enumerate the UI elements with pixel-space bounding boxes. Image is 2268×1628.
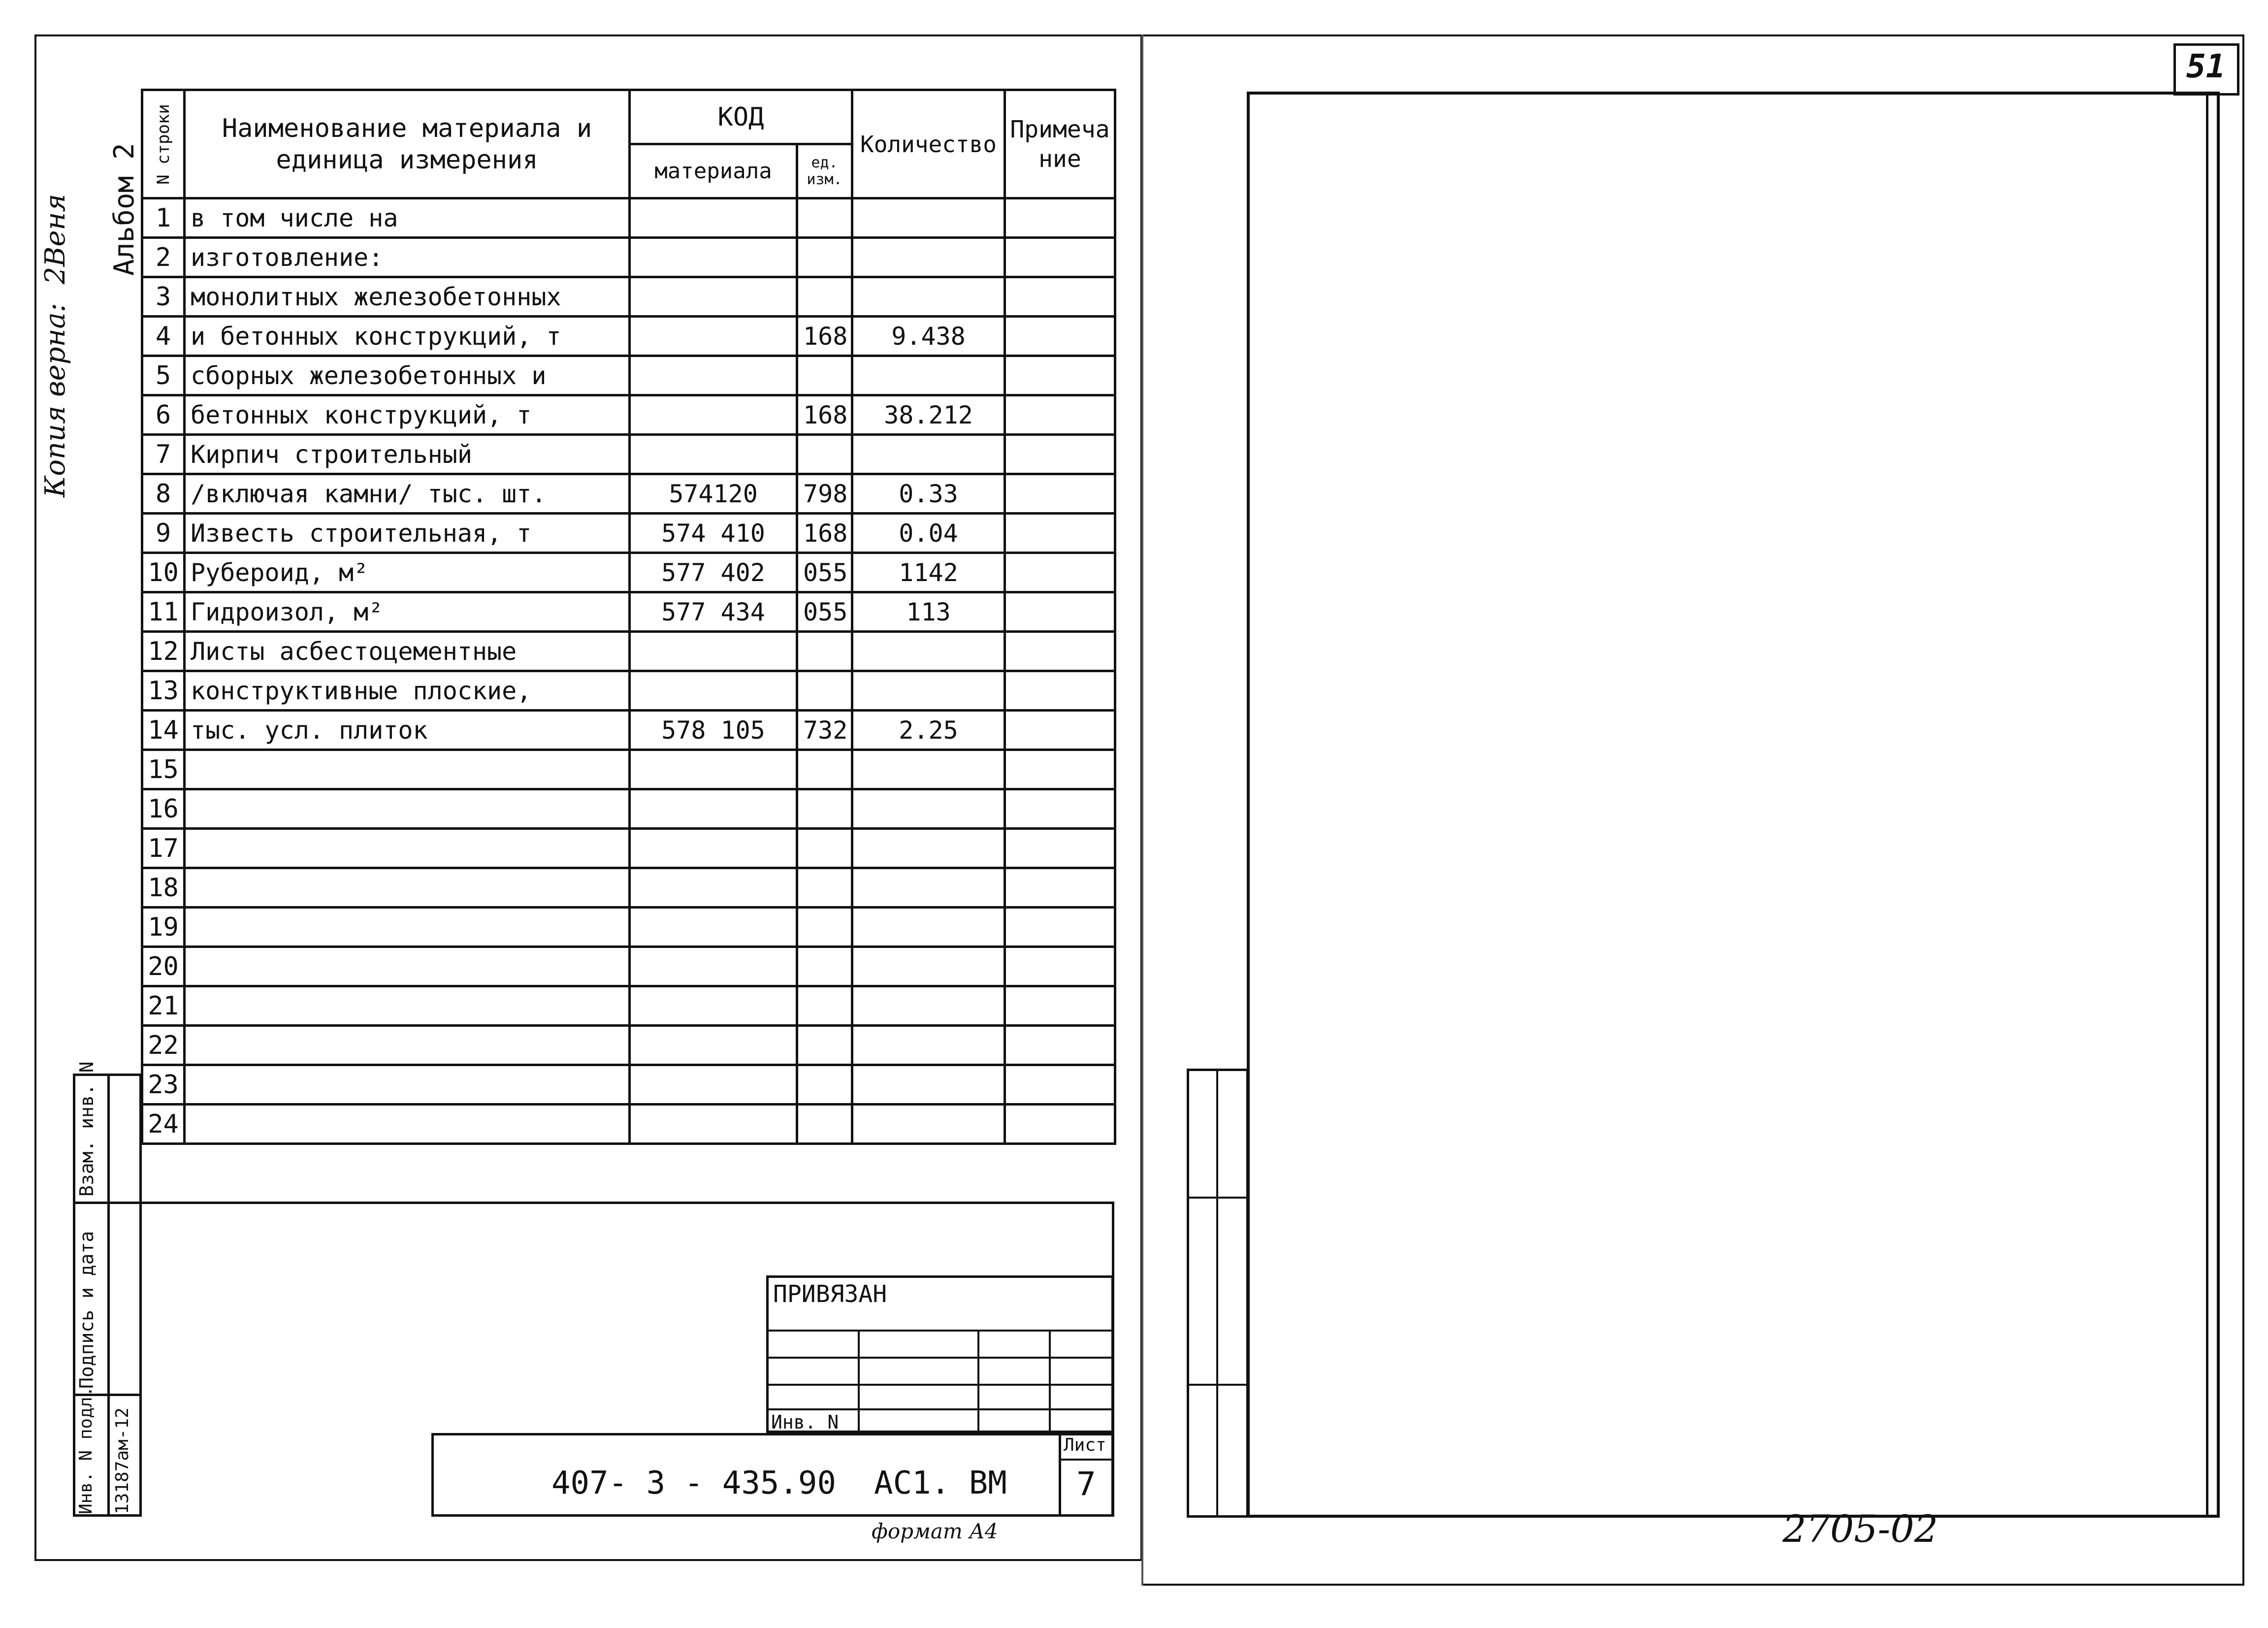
signature: 2Веня [39, 194, 71, 285]
row-number-cell: 21 [142, 986, 185, 1026]
right-sheet-code: 2705-02 [1782, 1507, 1938, 1551]
table-row [142, 632, 1115, 671]
material-name-cell: изготовление: [185, 238, 630, 277]
unit-code-cell [797, 750, 852, 789]
material-name-cell: и бетонных конструкций, т [185, 317, 630, 356]
table-row [142, 435, 1115, 474]
quantity-cell [852, 1026, 1005, 1065]
table-row [142, 238, 1115, 277]
table-row [142, 908, 1115, 947]
table-row [142, 474, 1115, 514]
quantity-cell: 9.438 [852, 317, 1005, 356]
note-cell [1005, 947, 1115, 986]
unit-code-header: ед. изм. [797, 144, 852, 198]
note-cell [1005, 868, 1115, 908]
table-row [142, 986, 1115, 1026]
sign-date-label: Подпись и дата [76, 1231, 97, 1389]
note-cell [1005, 435, 1115, 474]
quantity-header: Количество [852, 90, 1005, 198]
quantity-cell [852, 1105, 1005, 1144]
quantity-cell [852, 750, 1005, 789]
material-code-cell [630, 632, 797, 671]
note-cell [1005, 908, 1115, 947]
table-row [142, 829, 1115, 868]
material-name-cell: монолитных железобетонных [185, 277, 630, 317]
material-name-header: Наименование материала и единица измерения [185, 90, 630, 198]
note-cell [1005, 514, 1115, 553]
sheet-label: Лист [1064, 1435, 1106, 1455]
copy-verified-label: Копия верна: [39, 303, 71, 497]
table-row [142, 514, 1115, 553]
table-row [142, 947, 1115, 986]
table-row [142, 592, 1115, 632]
row-number-cell: 12 [142, 632, 185, 671]
material-code-cell [630, 829, 797, 868]
note-cell [1005, 553, 1115, 592]
row-number-cell: 24 [142, 1105, 185, 1144]
material-code-header: материала [630, 144, 797, 198]
material-code-cell [630, 750, 797, 789]
note-cell [1005, 750, 1115, 789]
material-code-cell [630, 317, 797, 356]
material-code-cell [630, 1065, 797, 1105]
quantity-cell: 0.04 [852, 514, 1005, 553]
row-number-cell: 17 [142, 829, 185, 868]
unit-code-cell: 798 [797, 474, 852, 514]
quantity-cell [852, 238, 1005, 277]
table-row [142, 1105, 1115, 1144]
table-row [142, 1065, 1115, 1105]
quantity-cell [852, 868, 1005, 908]
inv-original-label: Инв. N подл. [76, 1386, 96, 1514]
table-row [142, 1026, 1115, 1065]
quantity-cell [852, 1065, 1005, 1105]
note-cell [1005, 356, 1115, 395]
material-name-cell: бетонных конструкций, т [185, 395, 630, 435]
quantity-cell: 2.25 [852, 711, 1005, 750]
note-cell [1005, 592, 1115, 632]
material-code-cell [630, 395, 797, 435]
unit-code-cell [797, 238, 852, 277]
row-number-cell: 7 [142, 435, 185, 474]
quantity-cell [852, 908, 1005, 947]
unit-code-cell [797, 908, 852, 947]
quantity-cell [852, 277, 1005, 317]
note-cell [1005, 277, 1115, 317]
quantity-cell: 113 [852, 592, 1005, 632]
unit-code-cell: 168 [797, 317, 852, 356]
inv-replace-label: Взам. инв. N [76, 1061, 97, 1197]
quantity-cell [852, 789, 1005, 829]
material-code-cell [630, 789, 797, 829]
row-number-cell: 14 [142, 711, 185, 750]
row-number-cell: 22 [142, 1026, 185, 1065]
binding-inv-label: Инв. N [771, 1411, 839, 1433]
quantity-cell [852, 632, 1005, 671]
unit-code-cell [797, 435, 852, 474]
material-name-cell [185, 1105, 630, 1144]
row-number-cell: 13 [142, 671, 185, 711]
unit-code-cell [797, 1105, 852, 1144]
sheet-number: 7 [1076, 1465, 1096, 1503]
quantity-cell [852, 356, 1005, 395]
material-code-cell [630, 356, 797, 395]
material-code-cell: 578 105 [630, 711, 797, 750]
quantity-cell: 1142 [852, 553, 1005, 592]
table-row [142, 356, 1115, 395]
row-number-cell: 9 [142, 514, 185, 553]
material-name-cell [185, 829, 630, 868]
quantity-cell [852, 671, 1005, 711]
table-row [142, 750, 1115, 789]
row-number-cell: 15 [142, 750, 185, 789]
unit-code-cell [797, 1065, 852, 1105]
quantity-cell [852, 198, 1005, 238]
note-cell [1005, 317, 1115, 356]
table-row [142, 671, 1115, 711]
row-number-header: N строки [142, 90, 185, 198]
material-code-cell [630, 435, 797, 474]
note-cell [1005, 238, 1115, 277]
row-number-cell: 18 [142, 868, 185, 908]
material-code-cell [630, 947, 797, 986]
note-cell [1005, 1065, 1115, 1105]
unit-code-cell [797, 789, 852, 829]
quantity-cell [852, 986, 1005, 1026]
row-number-cell: 20 [142, 947, 185, 986]
material-name-cell [185, 1026, 630, 1065]
material-name-cell [185, 789, 630, 829]
row-number-cell: 3 [142, 277, 185, 317]
note-cell [1005, 1026, 1115, 1065]
quantity-cell [852, 947, 1005, 986]
inv-original-value: 13187ам-12 [112, 1407, 132, 1514]
material-name-cell: тыс. усл. плиток [185, 711, 630, 750]
materials-table [141, 89, 1116, 1145]
material-code-cell [630, 868, 797, 908]
note-cell [1005, 474, 1115, 514]
unit-code-cell [797, 671, 852, 711]
unit-code-cell [797, 277, 852, 317]
table-row [142, 277, 1115, 317]
row-number-cell: 23 [142, 1065, 185, 1105]
note-cell [1005, 1105, 1115, 1144]
quantity-cell [852, 435, 1005, 474]
row-number-cell: 8 [142, 474, 185, 514]
table-row [142, 317, 1115, 356]
material-name-cell [185, 1065, 630, 1105]
note-cell [1005, 671, 1115, 711]
table-row [142, 789, 1115, 829]
binding-title: ПРИВЯЗАН [773, 1280, 887, 1308]
material-code-cell: 577 434 [630, 592, 797, 632]
code-header: КОД [630, 90, 852, 144]
material-code-cell [630, 1105, 797, 1144]
page-number: 51 [2186, 47, 2226, 85]
row-number-cell: 16 [142, 789, 185, 829]
material-code-cell [630, 986, 797, 1026]
row-number-cell: 6 [142, 395, 185, 435]
material-code-cell [630, 277, 797, 317]
note-cell [1005, 395, 1115, 435]
material-name-cell: конструктивные плоские, [185, 671, 630, 711]
note-cell [1005, 789, 1115, 829]
unit-code-cell: 732 [797, 711, 852, 750]
unit-code-cell [797, 632, 852, 671]
material-name-cell: Гидроизол, м² [185, 592, 630, 632]
material-code-cell: 574120 [630, 474, 797, 514]
table-row [142, 395, 1115, 435]
unit-code-cell [797, 986, 852, 1026]
material-name-cell: Известь строительная, т [185, 514, 630, 553]
note-cell [1005, 711, 1115, 750]
material-name-cell: в том числе на [185, 198, 630, 238]
material-name-cell: Кирпич строительный [185, 435, 630, 474]
material-name-cell [185, 750, 630, 789]
material-code-cell [630, 238, 797, 277]
row-number-cell: 19 [142, 908, 185, 947]
material-name-cell [185, 868, 630, 908]
table-row [142, 198, 1115, 238]
note-cell [1005, 829, 1115, 868]
note-cell [1005, 632, 1115, 671]
unit-code-cell: 168 [797, 395, 852, 435]
note-cell [1005, 198, 1115, 238]
material-code-cell: 574 410 [630, 514, 797, 553]
copy-verified-note [39, 194, 71, 498]
row-number-cell: 2 [142, 238, 185, 277]
unit-code-cell [797, 829, 852, 868]
material-code-cell [630, 908, 797, 947]
document-code: 407- 3 - 435.90 АС1. ВМ [551, 1465, 1007, 1501]
quantity-cell [852, 829, 1005, 868]
unit-code-cell: 168 [797, 514, 852, 553]
material-name-cell [185, 986, 630, 1026]
quantity-cell: 0.33 [852, 474, 1005, 514]
note-cell [1005, 986, 1115, 1026]
material-name-cell: /включая камни/ тыс. шт. [185, 474, 630, 514]
table-row [142, 868, 1115, 908]
material-code-cell [630, 1026, 797, 1065]
row-number-cell: 5 [142, 356, 185, 395]
row-number-cell: 4 [142, 317, 185, 356]
material-name-cell: Рубероид, м² [185, 553, 630, 592]
unit-code-cell [797, 1026, 852, 1065]
row-number-cell: 10 [142, 553, 185, 592]
table-row [142, 711, 1115, 750]
right-drawing-frame [1247, 92, 2220, 1518]
material-name-cell: сборных железобетонных и [185, 356, 630, 395]
album-label: Альбом 2 [108, 143, 140, 276]
note-header: Примечание [1005, 90, 1115, 198]
material-name-cell: Листы асбестоцементные [185, 632, 630, 671]
unit-code-cell [797, 947, 852, 986]
format-note: формат А4 [872, 1519, 998, 1543]
quantity-cell: 38.212 [852, 395, 1005, 435]
row-number-cell: 1 [142, 198, 185, 238]
table-row [142, 553, 1115, 592]
unit-code-cell [797, 198, 852, 238]
material-code-cell [630, 198, 797, 238]
unit-code-cell [797, 868, 852, 908]
unit-code-cell: 055 [797, 553, 852, 592]
material-name-cell [185, 947, 630, 986]
material-name-cell [185, 908, 630, 947]
unit-code-cell: 055 [797, 592, 852, 632]
material-code-cell [630, 671, 797, 711]
unit-code-cell [797, 356, 852, 395]
row-number-cell: 11 [142, 592, 185, 632]
material-code-cell: 577 402 [630, 553, 797, 592]
